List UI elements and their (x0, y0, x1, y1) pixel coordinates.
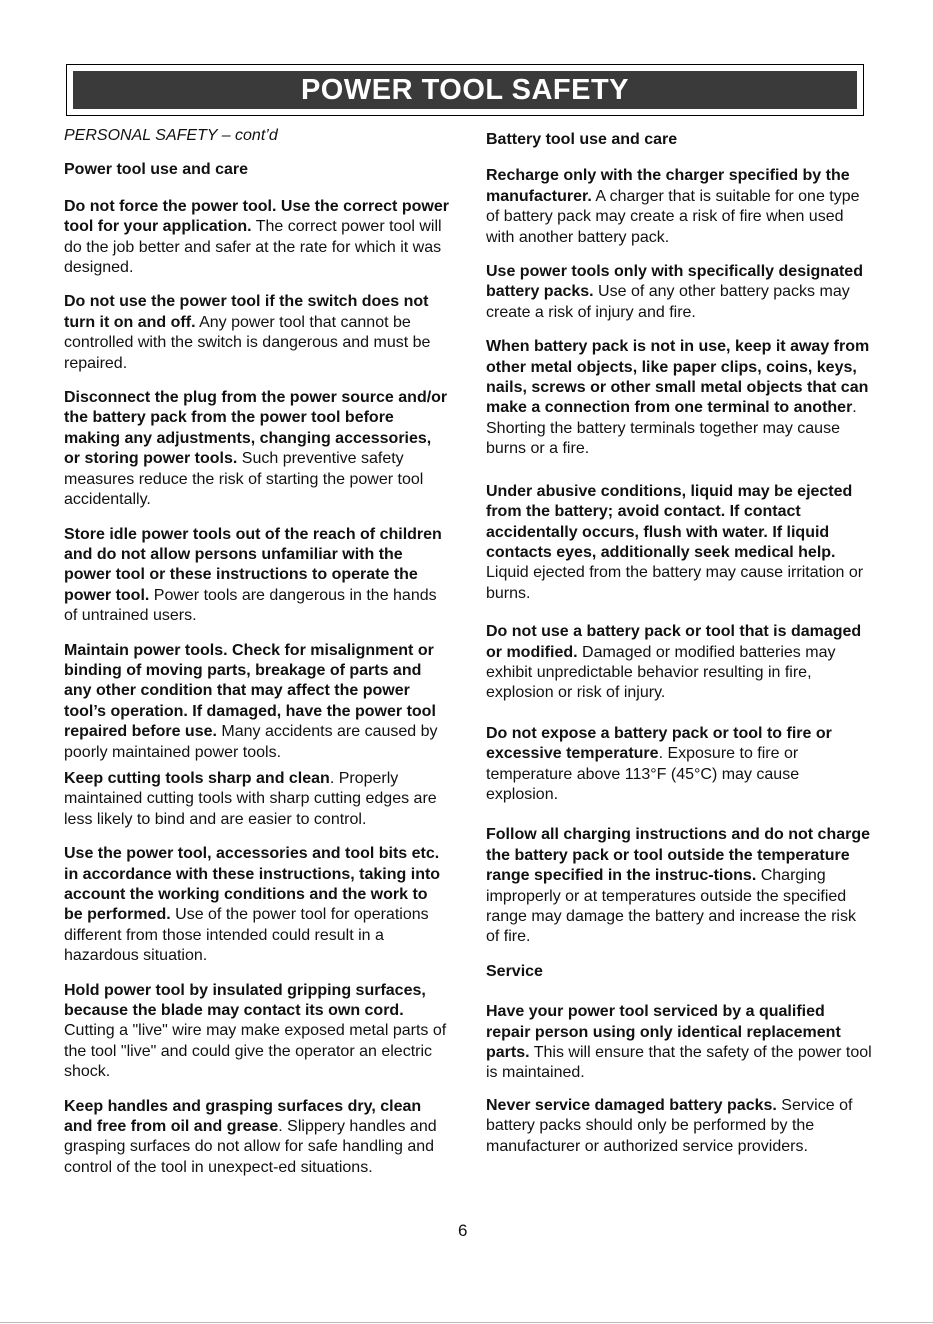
page-bottom-rule (0, 1322, 933, 1323)
paragraph-body: . Properly maintained cutting tools with sharp cutting edges are less likely to bind and are easier to control. (64, 769, 437, 828)
safety-paragraph (486, 262, 873, 323)
paragraph-body: Service of battery packs should only be performed by the manufacturer or authorized service providers. (486, 1096, 853, 1155)
service-paragraphs (486, 1002, 873, 1157)
safety-paragraph (64, 1097, 450, 1179)
paragraph-body: A charger that is suitable for one type of battery pack may create a risk of fire when used with another battery pack. (486, 187, 860, 246)
paragraph-body: . Slippery handles and grasping surfaces do not allow for safe handling and control of the tool in unexpect-ed situations. (64, 1118, 437, 1176)
paragraph-body: Cutting a "live" wire may make exposed metal parts of the tool "live" and could give the operator an electric shock. (64, 1022, 447, 1081)
section-subtitle: PERSONAL SAFETY – cont’d (64, 127, 278, 144)
safety-paragraph (64, 844, 450, 966)
safety-paragraph (486, 337, 873, 459)
paragraph-body: Any power tool that cannot be controlled with the switch is dangerous and must be repaired. (64, 313, 431, 372)
safety-paragraph (64, 388, 450, 510)
section-heading: Battery tool use and care (486, 131, 678, 148)
paragraph-bold-lead: Recharge only with the charger specified by the manufacturer. (486, 167, 850, 205)
paragraph-bold-lead: Keep cutting tools sharp and clean (64, 769, 330, 787)
paragraph-bold-lead: Hold power tool by insulated gripping surfaces, because the blade may contact its own cord. (64, 981, 426, 1020)
page-title: POWER TOOL SAFETY (300, 73, 630, 106)
paragraph-bold-lead: Do not force the power tool. Use the correct power tool for your application. (64, 197, 449, 236)
paragraph-bold-lead: Have your power tool serviced by a qualified repair person using only identical replacement parts. (486, 1003, 841, 1062)
title-banner (66, 64, 864, 116)
paragraph-bold-lead: Maintain power tools. Check for misalignment or binding of moving parts, breakage of parts and any other condition that may affect the power tool’s operation. If damaged, have the power tool repaired before use. (64, 641, 436, 741)
safety-paragraph (486, 724, 873, 806)
paragraph-bold-lead: Keep handles and grasping surfaces dry, clean and free from oil and grease (64, 1097, 422, 1136)
safety-paragraph (486, 1096, 873, 1157)
service-heading: Service (486, 962, 543, 980)
paragraph-bold-lead: When battery pack is not in use, keep it away from other metal objects, like paper clips, coins, keys, nails, screws or other small metal objects that can make a connection from one terminal to another (486, 338, 870, 417)
left-column (64, 124, 450, 1178)
paragraph-body: Such preventive safety measures reduce the risk of starting the power tool accidentally. (64, 450, 424, 509)
paragraph-body: Liquid ejected from the battery may cause irritation or burns. (486, 564, 864, 602)
safety-paragraph (486, 825, 873, 947)
page-number: 6 (458, 1221, 468, 1240)
paragraph-body: . Exposure to fire or temperature above 113°F (45°C) may cause explosion. (486, 745, 800, 803)
paragraph-bold-lead: Disconnect the plug from the power source and/or the battery pack from the power tool before making any adjustments, changing accessories, or storing power tools. (64, 389, 448, 468)
paragraph-bold-lead: Do not use the power tool if the switch does not turn it on and off. (64, 293, 429, 331)
paragraph-body: The correct power tool will do the job better and safer at the rate for which it was designed. (64, 218, 442, 277)
paragraph-body: This will ensure that the safety of the power tool is maintained. (486, 1044, 872, 1082)
paragraph-body: . Shorting the battery terminals together may cause burns or a fire. (486, 399, 857, 458)
safety-paragraph (64, 769, 450, 830)
paragraph-body: Power tools are dangerous in the hands of untrained users. (64, 586, 437, 625)
safety-paragraph (64, 981, 450, 1083)
title-bar (73, 71, 857, 109)
paragraph-bold-lead: Under abusive conditions, liquid may be ejected from the battery; avoid contact. If contact accidentally occurs, flush with water. If liquid contacts eyes, additionally seek medical help. (486, 482, 853, 561)
paragraph-body: Use of the power tool for operations different from those intended could result in a hazardous situation. (64, 906, 429, 965)
paragraph-bold-lead: Store idle power tools out of the reach of children and do not allow persons unfamiliar with the power tool or these instructions to operate the power tool. (64, 525, 442, 604)
safety-paragraph (486, 622, 873, 704)
safety-paragraph (486, 1002, 873, 1084)
section-heading: Power tool use and care (64, 161, 249, 179)
paragraph-bold-lead: Do not use a battery pack or tool that is damaged or modified. (486, 623, 862, 661)
safety-paragraph (486, 482, 873, 604)
right-paragraphs (486, 166, 873, 947)
paragraph-bold-lead: Follow all charging instructions and do not charge the battery pack or tool outside the temperature range specified in the instruc-tions. (486, 826, 871, 885)
safety-paragraph (64, 292, 450, 374)
paragraph-body: Charging improperly or at temperatures outside the specified range may damage the battery and increase the risk of fire. (486, 867, 856, 946)
paragraph-bold-lead: Do not expose a battery pack or tool to fire or excessive temperature (486, 724, 832, 763)
safety-paragraph (64, 641, 450, 763)
paragraph-body: Use of any other battery packs may create a risk of injury and fire. (486, 283, 850, 321)
paragraph-body: Many accidents are caused by poorly maintained power tools. (64, 723, 438, 761)
right-column (486, 124, 873, 1157)
paragraph-bold-lead: Never service damaged battery packs. (486, 1096, 777, 1114)
paragraph-body: Damaged or modified batteries may exhibit unpredictable behavior resulting in fire, explosion or risk of injury. (486, 643, 836, 702)
left-paragraphs (64, 197, 450, 1178)
safety-paragraph (486, 166, 873, 248)
paragraph-bold-lead: Use the power tool, accessories and tool bits etc. in accordance with these instructions, taking into account the working conditions and the work to be performed. (64, 845, 441, 924)
paragraph-bold-lead: Use power tools only with specifically designated battery packs. (486, 263, 863, 301)
safety-paragraph (64, 197, 450, 279)
safety-paragraph (64, 525, 450, 627)
